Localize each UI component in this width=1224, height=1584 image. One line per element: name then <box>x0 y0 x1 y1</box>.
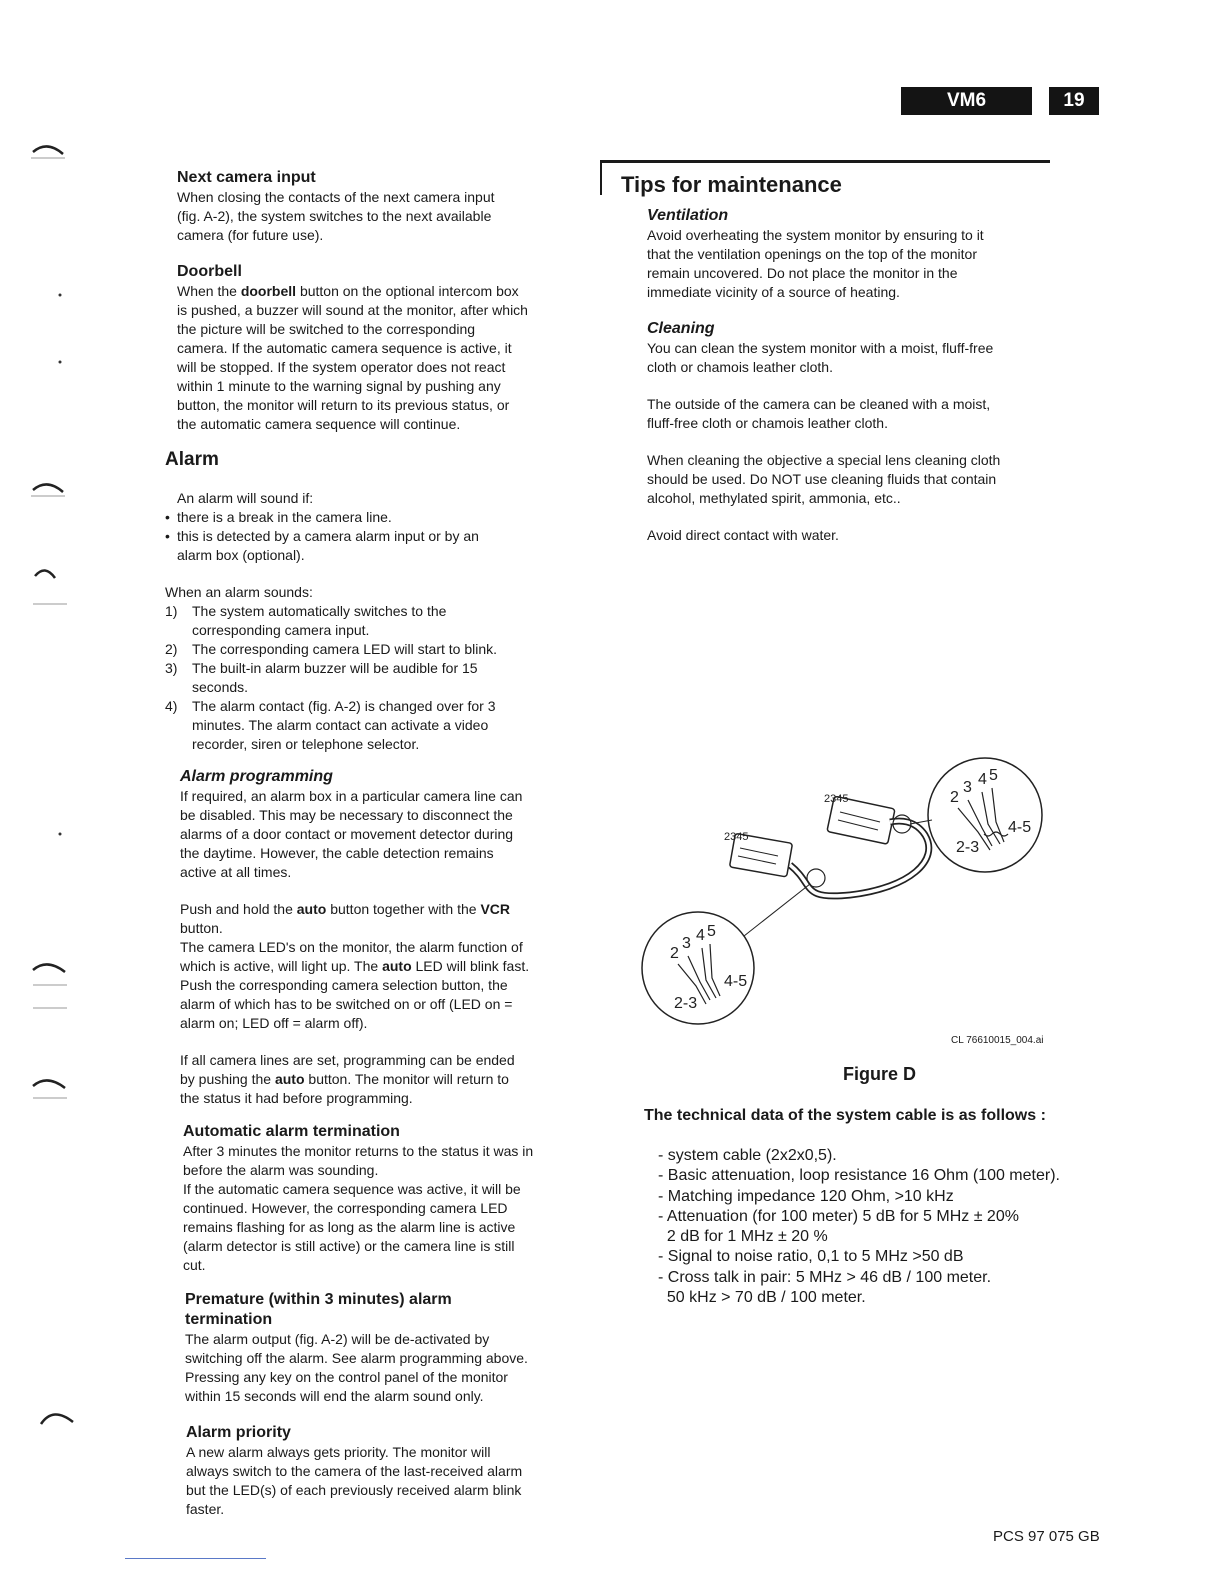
text-line: Push the corresponding camera selection button, the <box>180 977 508 993</box>
detail-label: 3 <box>963 779 972 796</box>
text-line: the status it had before programming. <box>180 1090 413 1106</box>
cleaning-section <box>647 319 1047 545</box>
pin-label: 2345 <box>724 831 749 843</box>
text-line: by pushing the auto button. The monitor will return to <box>180 1071 509 1087</box>
step-item: 2) The corresponding camera LED will start to blink. <box>165 641 498 657</box>
text-line: continued. However, the corresponding camera LED <box>183 1200 508 1216</box>
text-line: switching off the alarm. See alarm programming above. <box>185 1350 528 1366</box>
detail-label: 5 <box>707 923 716 940</box>
text-line: the automatic camera sequence will continue. <box>177 416 461 432</box>
section-rule-top <box>600 160 1050 163</box>
alarm-programming-title: Alarm programming <box>180 768 333 785</box>
text-line: The outside of the camera can be cleaned with a moist, <box>647 396 991 412</box>
cable-illustration <box>640 750 1060 1030</box>
detail-label: 2-3 <box>956 839 980 856</box>
bullet-item: • there is a break in the camera line. <box>165 509 392 525</box>
text-line: The alarm output (fig. A-2) will be de-activated by <box>185 1331 490 1347</box>
footer-code: PCS 97 075 GB <box>993 1528 1100 1545</box>
text-line: that the ventilation openings on the top of the monitor <box>647 246 978 262</box>
detail-label: 4-5 <box>724 973 748 990</box>
text-line: faster. <box>186 1501 225 1517</box>
text-line: immediate vicinity of a source of heating. <box>647 284 900 300</box>
alarm-programming-section <box>180 767 580 1108</box>
binder-hole-marks <box>25 140 85 1430</box>
automatic-termination-section <box>183 1122 583 1275</box>
alarm-heading-block <box>165 448 565 472</box>
next-camera-section <box>177 168 577 245</box>
text-line: When cleaning the objective a special lens cleaning cloth <box>647 452 1001 468</box>
text-line: before the alarm was sounding. <box>183 1162 379 1178</box>
model-badge: VM6 <box>901 87 1032 115</box>
tech-data-heading: The technical data of the system cable is as follows : <box>644 1107 1046 1124</box>
maintenance-title: Tips for maintenance <box>621 172 842 197</box>
step-item: 3) The built-in alarm buzzer will be audible for 15 seconds. <box>165 660 478 695</box>
detail-label: 2 <box>670 945 679 962</box>
figure-code: CL 76610015_004.ai <box>951 1035 1044 1046</box>
text-line: alarms of a door contact or movement detector during <box>180 826 514 842</box>
section-rule-left <box>600 160 602 195</box>
text-line: An alarm will sound if: <box>177 490 314 506</box>
spec-line: 2 dB for 1 MHz ± 20 % <box>658 1228 828 1246</box>
text-line: within 15 seconds will end the alarm sound only. <box>185 1388 484 1404</box>
tech-data-list <box>658 1146 1128 1308</box>
text-line: button, the monitor will return to its previous status, or <box>177 397 510 413</box>
text-line: alarm on; LED off = alarm off). <box>180 1015 368 1031</box>
spec-line: 50 kHz > 70 dB / 100 meter. <box>658 1289 866 1307</box>
text-line: When an alarm sounds: <box>165 584 313 600</box>
alarm-priority-title: Alarm priority <box>186 1424 291 1441</box>
text-line: If required, an alarm box in a particular camera line can <box>180 788 523 804</box>
text-line: When the doorbell button on the optional intercom box <box>177 283 519 299</box>
text-line: Push and hold the auto button together with the VCR <box>180 901 510 917</box>
text-line: When closing the contacts of the next camera input <box>177 189 495 205</box>
doorbell-section <box>177 262 577 434</box>
bullet-item: • this is detected by a camera alarm input or by an alarm box (optional). <box>165 528 479 563</box>
automatic-termination-title: Automatic alarm termination <box>183 1123 400 1140</box>
pin-label: 2345 <box>824 793 849 805</box>
text-line: active at all times. <box>180 864 292 880</box>
text-line: If the automatic camera sequence was active, it will be <box>183 1181 521 1197</box>
text-line: Avoid direct contact with water. <box>647 527 839 543</box>
spec-line: - Basic attenuation, loop resistance 16 Ohm (100 meter). <box>658 1167 1060 1185</box>
text-line: always switch to the camera of the last-received alarm <box>186 1463 523 1479</box>
alarm-section <box>165 489 575 754</box>
text-line: remain uncovered. Do not place the monitor in the <box>647 265 958 281</box>
text-line: is pushed, a buzzer will sound at the monitor, after which <box>177 302 528 318</box>
footer-rule <box>125 1558 266 1559</box>
detail-label: 4 <box>696 927 705 944</box>
ventilation-section <box>647 206 1047 302</box>
text-line: A new alarm always gets priority. The monitor will <box>186 1444 491 1460</box>
figure-caption: Figure D <box>843 1064 917 1084</box>
ventilation-title: Ventilation <box>647 207 729 224</box>
text-line: remains flashing for as long as the alarm line is active <box>183 1219 516 1235</box>
text-line: Pressing any key on the control panel of the monitor <box>185 1369 508 1385</box>
premature-termination-section <box>185 1290 585 1406</box>
detail-label: 3 <box>682 935 691 952</box>
premature-title-line: termination <box>185 1311 273 1328</box>
text-line: should be used. Do NOT use cleaning fluids that contain <box>647 471 997 487</box>
text-line: The camera LED's on the monitor, the alarm function of <box>180 939 523 955</box>
next-camera-title: Next camera input <box>177 169 316 186</box>
spec-line: - Matching impedance 120 Ohm, >10 kHz <box>658 1187 954 1205</box>
text-line: If all camera lines are set, programming can be ended <box>180 1052 515 1068</box>
text-line: You can clean the system monitor with a moist, fluff-free <box>647 340 994 356</box>
text-line: button. <box>180 920 223 936</box>
text-line: alarm of which has to be switched on or off (LED on = <box>180 996 513 1012</box>
text-line: the picture will be switched to the corresponding <box>177 321 476 337</box>
text-line: will be stopped. If the system operator does not react <box>177 359 506 375</box>
spec-line: - Attenuation (for 100 meter) 5 dB for 5 MHz ± 20% <box>658 1207 1019 1225</box>
text-line: cut. <box>183 1257 206 1273</box>
text-line: camera (for future use). <box>177 227 324 243</box>
text-line: the daytime. However, the cable detection remains <box>180 845 494 861</box>
text-line: cloth or chamois leather cloth. <box>647 359 833 375</box>
spec-line: - Signal to noise ratio, 0,1 to 5 MHz >50 dB <box>658 1248 964 1266</box>
text-line: be disabled. This may be necessary to disconnect the <box>180 807 513 823</box>
premature-title-line: Premature (within 3 minutes) alarm <box>185 1291 452 1308</box>
doorbell-title: Doorbell <box>177 263 242 280</box>
text-line: (alarm detector is still active) or the camera line is still <box>183 1238 515 1254</box>
text-line: camera. If the automatic camera sequence is active, it <box>177 340 512 356</box>
maintenance-heading-block <box>621 171 1041 198</box>
detail-label: 2 <box>950 789 959 806</box>
spec-line: - system cable (2x2x0,5). <box>658 1147 837 1164</box>
detail-label: 2-3 <box>674 995 698 1012</box>
alarm-title: Alarm <box>165 449 219 470</box>
text-line: but the LED(s) of each previously received alarm blink <box>186 1482 522 1498</box>
detail-label: 5 <box>989 767 998 784</box>
cleaning-title: Cleaning <box>647 320 715 337</box>
text-line: (fig. A-2), the system switches to the next available <box>177 208 492 224</box>
detail-label: 4-5 <box>1008 819 1032 836</box>
text-line: alcohol, methylated spirit, ammonia, etc.. <box>647 490 901 506</box>
text-line: within 1 minute to the warning signal by pushing any <box>177 378 501 394</box>
text-line: fluff-free cloth or chamois leather cloth. <box>647 415 888 431</box>
text-line: After 3 minutes the monitor returns to the status it was in <box>183 1143 534 1159</box>
step-item: 4) The alarm contact (fig. A-2) is changed over for 3 minutes. The alarm contact can activate a video recorder, siren or telephone selector. <box>165 698 496 752</box>
detail-label: 4 <box>978 771 987 788</box>
step-item: 1) The system automatically switches to the corresponding camera input. <box>165 603 447 638</box>
text-line: Avoid overheating the system monitor by ensuring to it <box>647 227 984 243</box>
alarm-priority-section <box>186 1423 586 1519</box>
page-number-badge: 19 <box>1049 87 1099 115</box>
text-line: which is active, will light up. The auto LED will blink fast. <box>180 958 530 974</box>
spec-line: - Cross talk in pair: 5 MHz > 46 dB / 100 meter. <box>658 1268 992 1286</box>
